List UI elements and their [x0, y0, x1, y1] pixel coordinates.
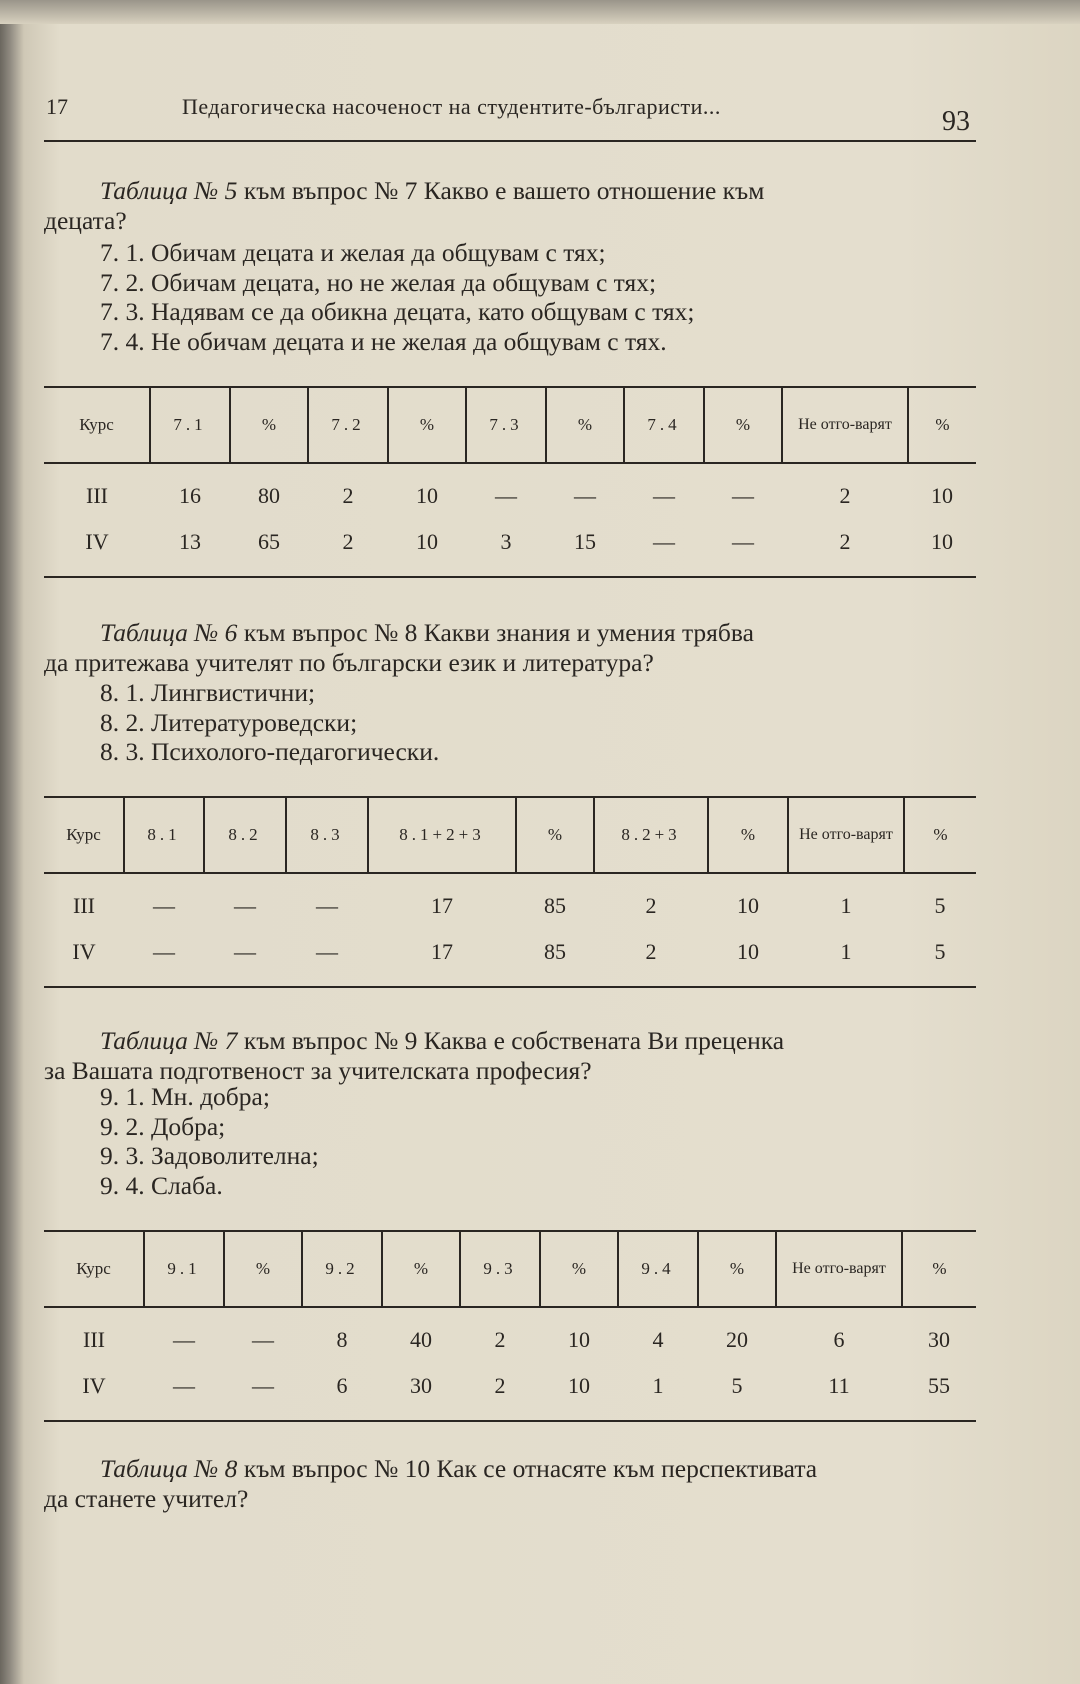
- table-cell: 55: [928, 1373, 950, 1398]
- table-cell: 11: [828, 1373, 850, 1398]
- column-header: %: [704, 387, 782, 463]
- table-row: [44, 873, 976, 929]
- column-header: Курс: [66, 825, 101, 844]
- table5-caption: Таблица № 5: [100, 176, 238, 205]
- column-header: %: [546, 387, 624, 463]
- table-cell: 10: [416, 483, 438, 508]
- table-cell: —: [234, 893, 256, 918]
- column-header: 9.3: [460, 1231, 540, 1307]
- column-header: 8.1: [124, 797, 204, 873]
- list-item: 8. 2. Литературоведски;: [100, 707, 358, 737]
- column-header: Не отго-варят: [788, 797, 904, 873]
- table5: [44, 386, 976, 578]
- table-cell: 5: [934, 939, 946, 964]
- column-header: 7.1: [150, 387, 230, 463]
- table-cell: —: [495, 483, 517, 508]
- table-cell: 5: [731, 1373, 743, 1398]
- table-header-row: [44, 1231, 976, 1307]
- column-header: 9.4: [618, 1231, 698, 1307]
- table-cell: 20: [726, 1327, 748, 1352]
- column-header: %: [908, 387, 976, 463]
- column-header: Курс: [76, 1259, 111, 1278]
- table7-question: Таблица № 7 към въпрос № 9 Каква е собствената Ви преценка за Вашата подготвеност за учителската професия?: [44, 1026, 785, 1085]
- table-cell: —: [153, 893, 175, 918]
- table-cell: 80: [258, 483, 280, 508]
- column-header: %: [382, 1231, 460, 1307]
- table-cell: 16: [179, 483, 201, 508]
- table-cell: 30: [410, 1373, 432, 1398]
- list-item: 9. 4. Слаба.: [100, 1170, 223, 1200]
- column-header: %: [230, 387, 308, 463]
- table-cell: III: [86, 483, 108, 508]
- table-cell: —: [234, 939, 256, 964]
- table-cell: 2: [494, 1373, 506, 1398]
- column-header: %: [388, 387, 466, 463]
- list-item: 9. 1. Мн. добра;: [100, 1082, 270, 1111]
- table-cell: 2: [839, 483, 851, 508]
- table-cell: 1: [840, 939, 852, 964]
- column-header: 9.1: [144, 1231, 224, 1307]
- table-cell: 65: [258, 529, 280, 554]
- table-cell: 2: [839, 529, 851, 554]
- column-header: 9.2: [302, 1231, 382, 1307]
- table7-options: [100, 1082, 319, 1200]
- table-cell: 10: [568, 1373, 590, 1398]
- list-item: 7. 2. Обичам децата, но не желая да общувам с тях;: [100, 267, 657, 297]
- table-cell: 2: [645, 939, 657, 964]
- column-header: %: [708, 797, 788, 873]
- column-header: %: [540, 1231, 618, 1307]
- column-header: 7.3: [466, 387, 546, 463]
- table-row: [44, 1307, 976, 1363]
- column-header: 8.3: [286, 797, 368, 873]
- table-cell: 8: [336, 1327, 348, 1352]
- table-row: [44, 929, 976, 987]
- column-header: 8.2: [204, 797, 286, 873]
- table6: [44, 796, 976, 988]
- column-header: %: [224, 1231, 302, 1307]
- table-cell: —: [252, 1373, 274, 1398]
- table-cell: IV: [82, 1373, 106, 1398]
- table-header-row: [44, 797, 976, 873]
- table8-question: Таблица № 8 към въпрос № 10 Как се отнасяте към перспективата да станете учител?: [44, 1454, 818, 1513]
- table-cell: 85: [544, 939, 566, 964]
- table-cell: 85: [544, 893, 566, 918]
- table7-caption: Таблица № 7: [100, 1026, 238, 1055]
- table-cell: —: [574, 483, 596, 508]
- table7: [44, 1230, 976, 1422]
- table-cell: 10: [568, 1327, 590, 1352]
- table-cell: 6: [833, 1327, 845, 1352]
- table-cell: 5: [934, 893, 946, 918]
- table-cell: —: [732, 483, 754, 508]
- table-row: [44, 463, 976, 519]
- table-header-row: [44, 387, 976, 463]
- table5-options: [100, 238, 694, 356]
- table-cell: III: [73, 893, 95, 918]
- column-header: 7.4: [624, 387, 704, 463]
- table-cell: 10: [931, 483, 953, 508]
- table-cell: 13: [179, 529, 201, 554]
- table-cell: —: [173, 1327, 195, 1352]
- column-header: %: [698, 1231, 776, 1307]
- column-header: 8.1+2+3: [368, 797, 516, 873]
- table-row: [44, 1363, 976, 1421]
- table-cell: IV: [85, 529, 109, 554]
- table-cell: 10: [931, 529, 953, 554]
- column-header: Не отго-варят: [776, 1231, 902, 1307]
- list-item: 9. 2. Добра;: [100, 1111, 226, 1141]
- table-cell: —: [732, 529, 754, 554]
- table-cell: —: [153, 939, 175, 964]
- table-cell: 2: [342, 483, 354, 508]
- table-cell: 2: [342, 529, 354, 554]
- table6-caption: Таблица № 6: [100, 618, 238, 647]
- header-rule: [44, 140, 976, 142]
- table-cell: 2: [645, 893, 657, 918]
- table-cell: 15: [574, 529, 596, 554]
- page-number: 93: [942, 106, 970, 137]
- table-cell: 10: [737, 939, 759, 964]
- column-header: Не отго-варят: [782, 387, 908, 463]
- table-cell: —: [653, 529, 675, 554]
- column-header: %: [904, 797, 976, 873]
- table-cell: 6: [336, 1373, 348, 1398]
- column-header: Курс: [79, 415, 114, 434]
- column-header: %: [902, 1231, 976, 1307]
- list-item: 8. 1. Лингвистични;: [100, 678, 316, 707]
- list-item: 7. 4. Не обичам децата и не желая да общувам с тях.: [100, 326, 667, 356]
- table-cell: 17: [431, 893, 453, 918]
- page-top-edge: [0, 0, 1080, 24]
- table-cell: 40: [410, 1327, 432, 1352]
- column-header: 8.2+3: [594, 797, 708, 873]
- table-cell: 4: [652, 1327, 664, 1352]
- table-cell: —: [173, 1373, 195, 1398]
- table-cell: —: [252, 1327, 274, 1352]
- table-cell: 10: [416, 529, 438, 554]
- table5-question: Таблица № 5 към въпрос № 7 Какво е вашето отношение към децата?: [44, 176, 765, 235]
- table-cell: 2: [494, 1327, 506, 1352]
- table-cell: —: [316, 939, 338, 964]
- list-item: 8. 3. Психолого-педагогически.: [100, 737, 440, 766]
- table-cell: —: [653, 483, 675, 508]
- table-cell: 1: [840, 893, 852, 918]
- table-cell: 3: [500, 529, 512, 554]
- list-item: 9. 3. Задоволителна;: [100, 1141, 319, 1170]
- list-item: 7. 1. Обичам децата и желая да общувам с тях;: [100, 238, 606, 267]
- table-cell: —: [316, 893, 338, 918]
- table-cell: 10: [737, 893, 759, 918]
- table-row: [44, 519, 976, 577]
- table-cell: 17: [431, 939, 453, 964]
- table6-question: Таблица № 6 към въпрос № 8 Какви знания и умения трябва да притежава учителят по български език и литература?: [44, 618, 754, 677]
- table-cell: III: [83, 1327, 105, 1352]
- table6-options: [100, 678, 439, 767]
- column-header: %: [516, 797, 594, 873]
- table-cell: 30: [928, 1327, 950, 1352]
- table-cell: 1: [652, 1373, 664, 1398]
- table-cell: IV: [72, 939, 96, 964]
- table8-caption: Таблица № 8: [100, 1454, 238, 1483]
- signature-number: 17: [46, 94, 68, 119]
- column-header: 7.2: [308, 387, 388, 463]
- list-item: 7. 3. Надявам се да обикна децата, като общувам с тях;: [100, 297, 695, 326]
- running-title: Педагогическа насоченост на студентите-българисти...: [182, 94, 721, 119]
